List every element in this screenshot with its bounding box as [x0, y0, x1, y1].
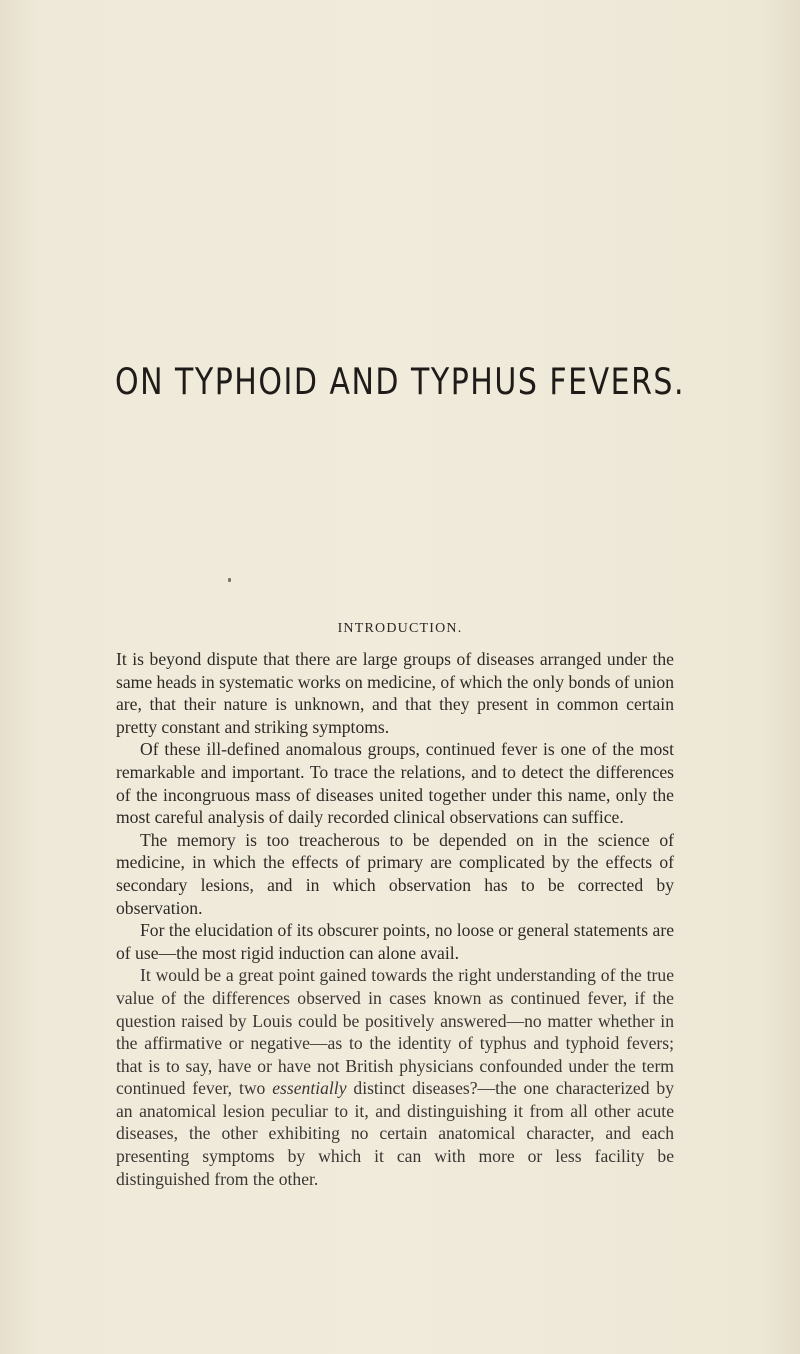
paragraph-5-text-start: It would be a great point gained towards the right understanding of the true value of the differences observed in cases known as continued fever, if the question raised by Louis could be positively answered—no matter whether in the affirmative or negative—as to the identity of typhus and typhoid fevers; that is to say, have or have not British physicians confounded under the term continued fever, two [116, 965, 674, 1099]
paragraph-5 [116, 964, 674, 1190]
section-heading: INTRODUCTION. [337, 621, 463, 636]
paragraph-1: It is beyond dispute that there are large groups of diseases arranged under the same heads in systematic works on medicine, of which the only bonds of union are, that their nature is unknown, and that they present in common certain pretty constant and striking symptoms. [116, 649, 675, 737]
paragraph-5-emphasis: essentially [272, 1078, 347, 1099]
paragraph-4: For the elucidation of its obscurer points, no loose or general statements are of use—the most rigid induction can alone avail. [116, 920, 674, 963]
body-text [116, 648, 674, 1190]
paragraph-2: Of these ill-defined anomalous groups, continued fever is one of the most remarkable and important. To trace the relations, and to detect the differences of the incongruous mass of diseases united together under this name, only the most careful analysis of daily recorded clinical observations can suffice. [116, 739, 674, 828]
print-speck [228, 578, 231, 582]
paragraph-5-text-end: distinct diseases?—the one characterized by an anatomical lesion peculiar to it, and distinguishing it from all other acute diseases, the other exhibiting no certain anatomical character, and each presenting symptoms by which it can with more or less facility be distinguished from the other. [116, 1078, 674, 1189]
paragraph-3: The memory is too treacherous to be depended on in the science of medicine, in which the effects of primary are complicated by the effects of secondary lesions, and in which observation has to be corrected by observation. [116, 829, 674, 918]
running-title: ON TYPHOID AND TYPHUS FEVERS. [114, 361, 686, 404]
